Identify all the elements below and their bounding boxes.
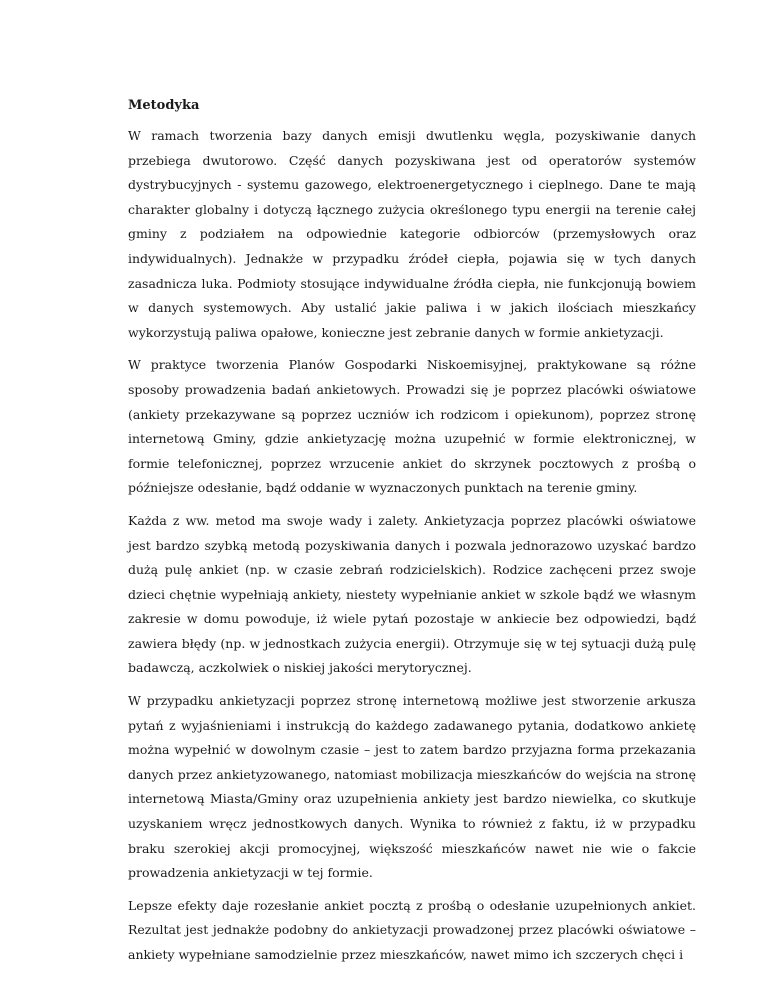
document-body bbox=[128, 92, 696, 976]
paragraph-2: W praktyce tworzenia Planów Gospodarki Niskoemisyjnej, praktykowane są różne sposoby prowadzenia badań ankietowych. Prowadzi się je poprzez placówki oświatowe (ankiety przekazywane są poprzez uczniów ich rodzicom i opiekunom), poprzez stronę internetową Gminy, gdzie ankietyzację można uzupełnić w formie elektronicznej, w formie telefonicznej, poprzez wrzucenie ankiet do skrzynek pocztowych z prośbą o późniejsze odesłanie, bądź oddanie w wyznaczonych punktach na terenie gminy. bbox=[128, 357, 696, 496]
paragraph-1: W ramach tworzenia bazy danych emisji dwutlenku węgla, pozyskiwanie danych przebiega dwutorowo. Część danych pozyskiwana jest od operatorów systemów dystrybucyjnych - systemu gazowego, elektroenergetycznego i cieplnego. Dane te mają charakter globalny i dotyczą łącznego zużycia określonego typu energii na terenie całej gminy z podziałem na odpowiednie kategorie odbiorców (przemysłowych oraz indywidualnych). Jednakże w przypadku źródeł ciepła, pojawia się w tych danych zasadnicza luka. Podmioty stosujące indywidualne źródła ciepła, nie funkcjonują bowiem w danych systemowych. Aby ustalić jakie paliwa i w jakich ilościach mieszkańcy wykorzystują paliwa opałowe, konieczne jest zebranie danych w formie ankietyzacji. bbox=[128, 128, 696, 340]
paragraph-5: Lepsze efekty daje rozesłanie ankiet pocztą z prośbą o odesłanie uzupełnionych ankiet. Rezultat jest jednakże podobny do ankietyzacji prowadzonej przez placówki oświatowe – ankiety wypełniane samodzielnie przez mieszkańców, nawet mimo ich szczerych chęci i bbox=[128, 897, 696, 962]
section-heading: Metodyka bbox=[128, 98, 200, 113]
paragraph-3: Każda z ww. metod ma swoje wady i zalety. Ankietyzacja poprzez placówki oświatowe jest bardzo szybką metodą pozyskiwania danych i pozwala jednorazowo uzyskać bardzo dużą pulę ankiet (np. w czasie zebrań rodzicielskich). Rodzice zachęceni przez swoje dzieci chętnie wypełniają ankiety, niestety wypełnianie ankiet w szkole bądź we własnym zakresie w domu powoduje, iż wiele pytań pozostaje w ankiecie bez odpowiedzi, bądź zawiera błędy (np. w jednostkach zużycia energii). Otrzymuje się w tej sytuacji dużą pulę badawczą, aczkolwiek o niskiej jakości merytorycznej. bbox=[128, 512, 696, 676]
paragraph-4: W przypadku ankietyzacji poprzez stronę internetową możliwe jest stworzenie arkusza pytań z wyjaśnieniami i instrukcją do każdego zadawanego pytania, dodatkowo ankietę można wypełnić w dowolnym czasie – jest to zatem bardzo przyjazna forma przekazania danych przez ankietyzowanego, natomiast mobilizacja mieszkańców do wejścia na stronę internetową Miasta/Gminy oraz uzupełnienia ankiety jest bardzo niewielka, co skutkuje uzyskaniem wręcz jednostkowych danych. Wynika to również z faktu, iż w przypadku braku szerokiej akcji promocyjnej, większość mieszkańców nawet nie wie o fakcie prowadzenia ankietyzacji w tej formie. bbox=[128, 693, 696, 881]
